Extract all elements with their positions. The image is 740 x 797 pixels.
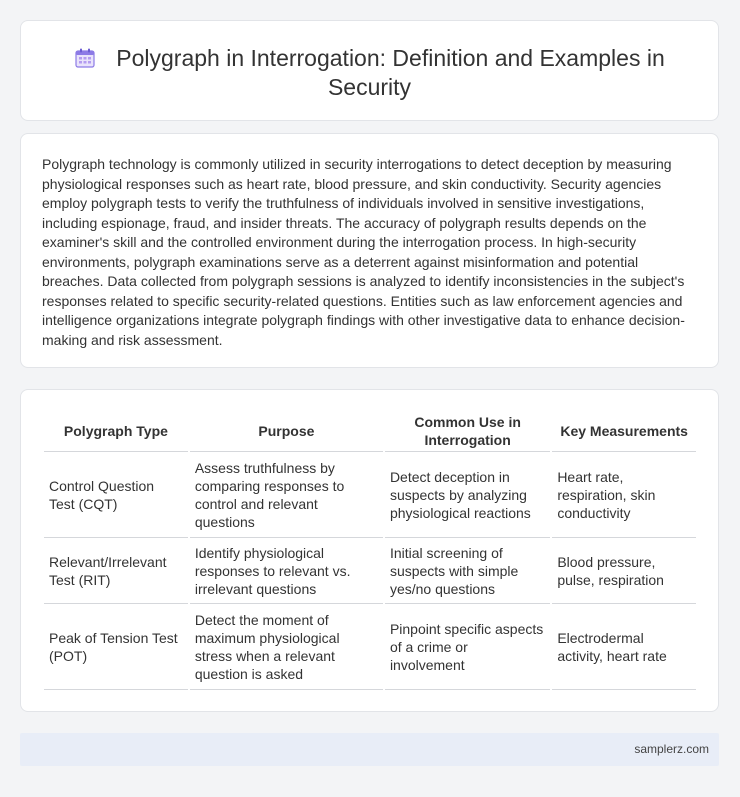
column-header: Common Use in Interrogation <box>385 410 550 452</box>
table-cell: Heart rate, respiration, skin conductivity <box>552 452 696 538</box>
table-cell: Initial screening of suspects with simple yes/no questions <box>385 538 550 604</box>
column-header: Key Measurements <box>552 410 696 452</box>
table-row <box>44 538 696 604</box>
table-cell: Relevant/Irrelevant Test (RIT) <box>44 538 188 604</box>
table-cell: Detect the moment of maximum physiological stress when a relevant question is asked <box>190 604 383 690</box>
table-cell: Identify physiological responses to relevant vs. irrelevant questions <box>190 538 383 604</box>
column-header: Purpose <box>190 410 383 452</box>
table-cell: Pinpoint specific aspects of a crime or involvement <box>385 604 550 690</box>
table-cell: Detect deception in suspects by analyzing physiological reactions <box>385 452 550 538</box>
intro-paragraph: Polygraph technology is commonly utilized in security interrogations to detect deception by measuring physiological responses such as heart rate, blood pressure, and skin conductivity. Security agencies employ polygraph tests to verify the truthfulness of individuals involved in sensitive investigations, including espionage, fraud, and insider threats. The accuracy of polygraph results depends on the examiner's skill and the controlled environment during the interrogation process. In high-security environments, polygraph examinations serve as a deterrent against misinformation and potential breaches. Data collected from polygraph sessions is analyzed to identify inconsistencies in the subject's responses related to specific security-related questions. Entities such as law enforcement agencies and intelligence organizations integrate polygraph findings with other investigative data to enhance decision-making and risk assessment. <box>42 156 685 348</box>
column-header: Polygraph Type <box>44 410 188 452</box>
page-title <box>61 44 678 102</box>
footer-bar <box>20 733 719 766</box>
table-cell: Peak of Tension Test (POT) <box>44 604 188 690</box>
polygraph-table <box>42 410 698 690</box>
table-header-row <box>44 410 696 452</box>
calendar-icon <box>74 47 96 69</box>
table-cell: Blood pressure, pulse, respiration <box>552 538 696 604</box>
title-card <box>20 20 719 121</box>
page-title-text: Polygraph in Interrogation: Definition and Examples in Security <box>116 45 665 100</box>
footer-site-link[interactable]: samplerz.com <box>634 742 709 756</box>
table-cell: Assess truthfulness by comparing responses to control and relevant questions <box>190 452 383 538</box>
table-cell: Control Question Test (CQT) <box>44 452 188 538</box>
table-cell: Electrodermal activity, heart rate <box>552 604 696 690</box>
table-row <box>44 604 696 690</box>
table-card <box>20 389 719 712</box>
intro-card <box>20 133 719 368</box>
table-row <box>44 452 696 538</box>
